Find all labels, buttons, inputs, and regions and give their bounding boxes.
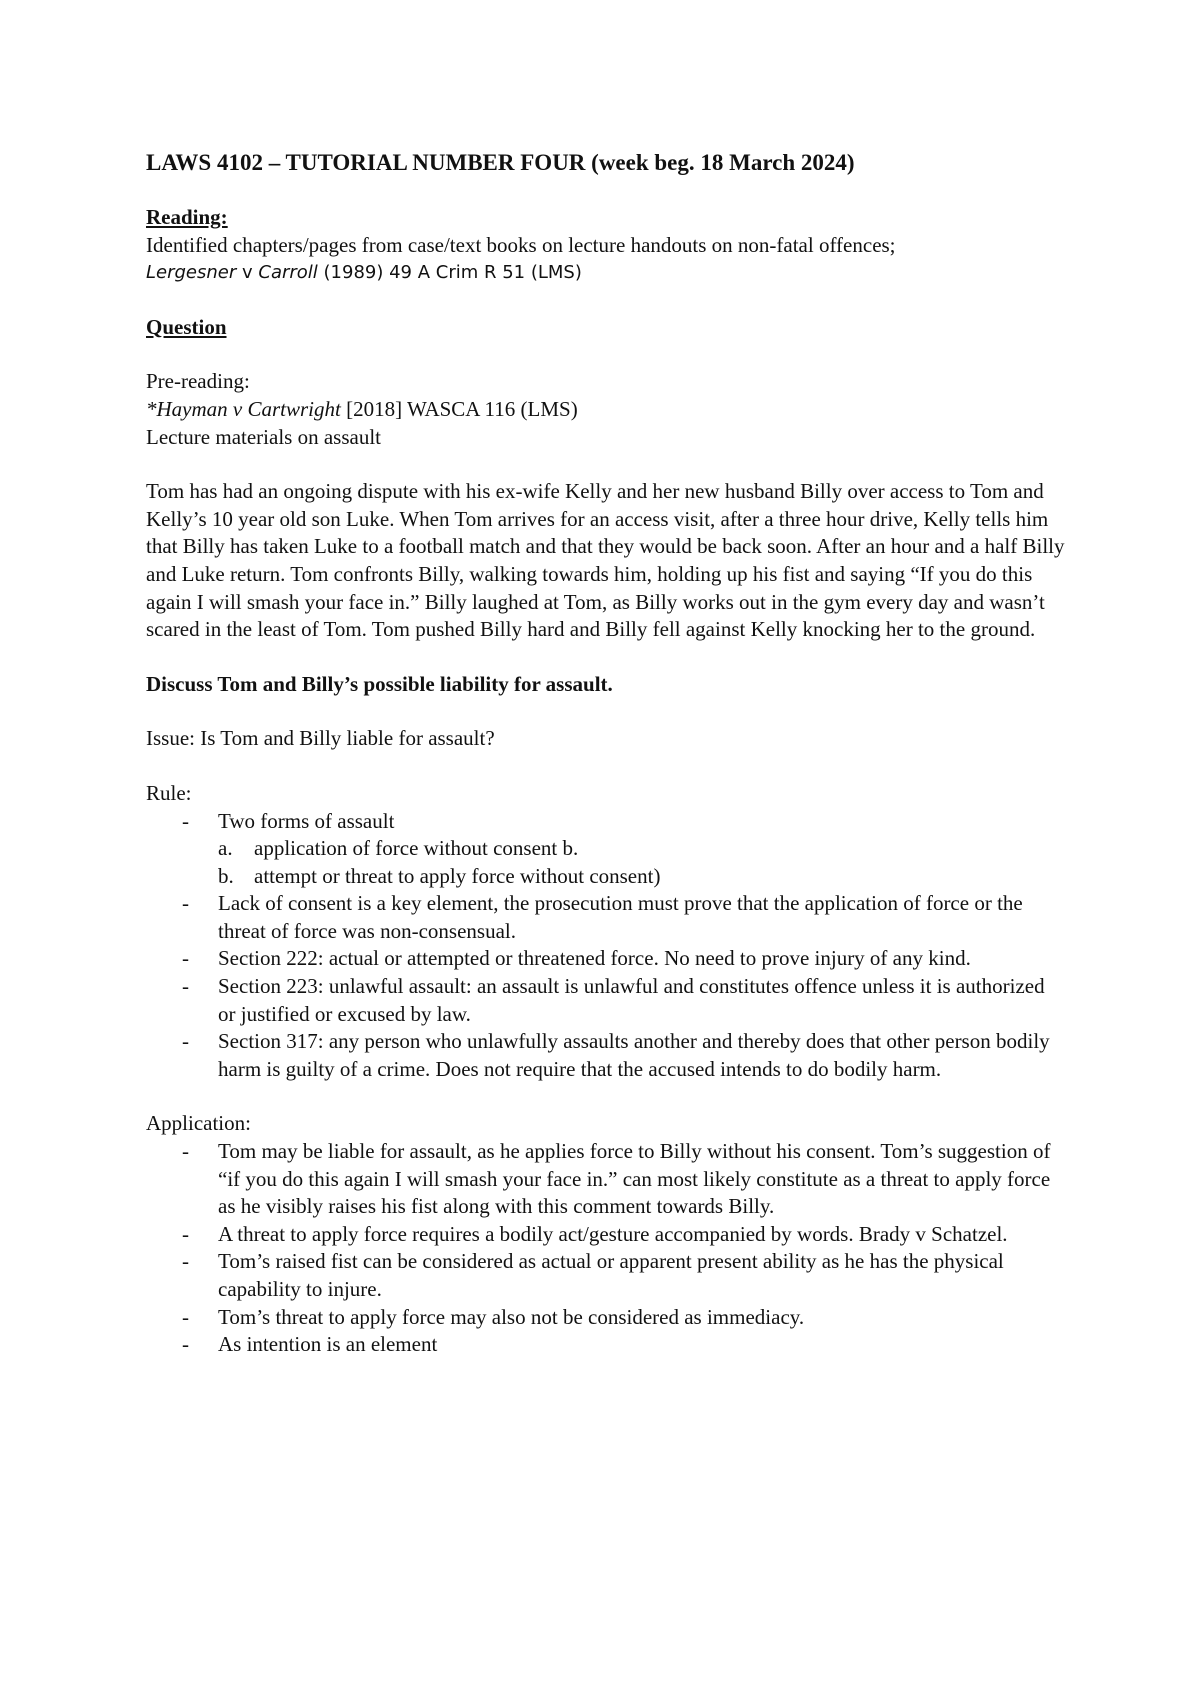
reading-line: Identified chapters/pages from case/text books on lecture handouts on non-fatal offences;: [146, 232, 896, 257]
rule-sub-item: [218, 835, 1066, 863]
rule-sub-item: [218, 863, 1066, 891]
application-item: - As intention is an element: [218, 1331, 1066, 1359]
case-party-2: Carroll: [258, 262, 318, 284]
rule-label: Rule:: [146, 780, 192, 805]
pre-reading-label: Pre-reading:: [146, 369, 250, 394]
issue-statement: Issue: Is Tom and Billy liable for assault?: [146, 726, 495, 751]
rule-item: - Section 317: any person who unlawfully assaults another and thereby does that other person bodily harm is guilty of a crime. Does not require that the accused intends to do bodily harm.: [218, 1028, 1066, 1083]
question-heading: Question: [146, 314, 227, 339]
pre-reading-case-name: *Hayman v Cartwright: [146, 396, 341, 421]
application-item: - Tom’s raised fist can be considered as actual or apparent present ability as he has the physical capability to injure.: [218, 1248, 1066, 1303]
case-party-1: Lergesner: [146, 262, 237, 284]
application-list: [146, 1138, 1066, 1359]
rule-item-text: Two forms of assault: [218, 808, 395, 833]
case-v: v: [236, 262, 259, 284]
case-citation-rest: (1989) 49 A Crim R 51 (LMS): [317, 262, 582, 284]
application-item: - A threat to apply force requires a bodily act/gesture accompanied by words. Brady v Schatzel.: [218, 1221, 1066, 1249]
reading-heading: Reading:: [146, 205, 228, 229]
sub-item-marker: b.: [218, 863, 234, 888]
sub-item-marker: a.: [218, 836, 233, 861]
pre-reading-case-citation: [2018] WASCA 116 (LMS): [340, 396, 578, 421]
rule-list: [146, 808, 1066, 1084]
rule-sub-list: [218, 835, 1066, 890]
document-page: [146, 148, 1066, 1359]
pre-reading-case: [146, 396, 1066, 424]
rule-item: - Section 223: unlawful assault: an assault is unlawful and constitutes offence unless it is authorized or justified or excused by law.: [218, 973, 1066, 1028]
lecture-materials: Lecture materials on assault: [146, 424, 381, 449]
rule-item: - Lack of consent is a key element, the prosecution must prove that the application of force or the threat of force was non-consensual.: [218, 890, 1066, 945]
sub-item-text: attempt or threat to apply force without consent): [254, 863, 661, 888]
application-item: - Tom may be liable for assault, as he applies force to Billy without his consent. Tom’s suggestion of “if you do this again I will smash your face in.” can most likely constitute as a threat to apply force as he visibly raises his fist along with this comment towards Billy.: [218, 1138, 1066, 1221]
rule-item: - Section 222: actual or attempted or threatened force. No need to prove injury of any kind.: [218, 945, 1066, 973]
scenario-paragraph: Tom has had an ongoing dispute with his ex-wife Kelly and her new husband Billy over access to Tom and Kelly’s 10 year old son Luke. When Tom arrives for an access visit, after a three hour drive, Kelly tells him that Billy has taken Luke to a football match and that they would be back soon. After an hour and a half Billy and Luke return. Tom confronts Billy, walking towards him, holding up his fist and saying “If you do this again I will smash your face in.” Billy laughed at Tom, as Billy works out in the gym every day and wasn’t scared in the least of Tom. Tom pushed Billy hard and Billy fell against Kelly knocking her to the ground.: [146, 479, 1065, 642]
page-title: LAWS 4102 – TUTORIAL NUMBER FOUR (week beg. 18 March 2024): [146, 150, 855, 175]
sub-item-text: application of force without consent b.: [254, 836, 579, 861]
rule-item: [218, 808, 1066, 891]
question-prompt: Discuss Tom and Billy’s possible liability for assault.: [146, 671, 613, 696]
application-label: Application:: [146, 1111, 251, 1136]
application-item: - Tom’s threat to apply force may also not be considered as immediacy.: [218, 1304, 1066, 1332]
reading-citation: [146, 259, 1066, 287]
